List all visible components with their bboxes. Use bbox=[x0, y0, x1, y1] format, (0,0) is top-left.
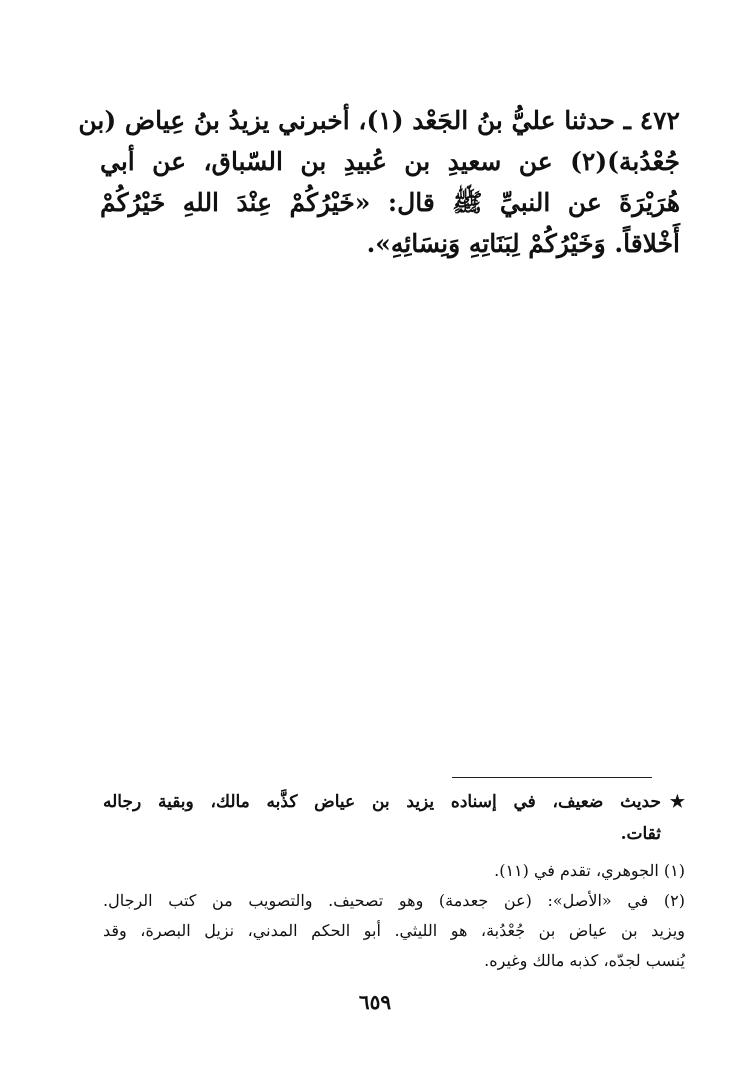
footnote-grading-line-2: ثقات. bbox=[620, 824, 661, 844]
footnote-2-line-1: (٢) في «الأصل»: (عن جعدمة) وهو تصحيف. والتصويب من كتب الرجال. bbox=[103, 891, 685, 910]
footnotes bbox=[103, 786, 685, 976]
page-number: ٦٥٩ bbox=[358, 990, 392, 1014]
footnote-2 bbox=[103, 886, 685, 976]
footnote-2-line-3: يُنسب لجدّه، كذبه مالك وغيره. bbox=[484, 951, 685, 970]
star-icon: ★ bbox=[669, 792, 685, 812]
footnote-divider bbox=[452, 777, 652, 778]
footnote-grading-text-1: حديث ضعيف، في إسناده يزيد بن عياض كذَّبه مالك، وبقية رجاله bbox=[103, 792, 661, 812]
footnote-1 bbox=[103, 856, 685, 886]
hadith-line-1: ٤٧٢ ـ حدثنا عليُّ بنُ الجَعْد (١)، أخبرني يزيدُ بنُ عِياض (بن bbox=[78, 106, 680, 135]
hadith-text bbox=[78, 100, 680, 264]
footnote-1-text: (١) الجوهري، تقدم في (١١). bbox=[494, 861, 685, 880]
footnote-grading-line-1 bbox=[103, 786, 685, 818]
footnote-2-line-2: ويزيد بن عياض بن جُعْدُبة، هو الليثي. أبو الحكم المدني، نزيل البصرة، وقد bbox=[103, 921, 685, 940]
hadith-line-2: جُعْدُبة)(٢) عن سعيدِ بن عُبيدِ بن السّباق، عن أبي bbox=[100, 147, 680, 176]
hadith-line-3: هُرَيْرَةَ عن النبيِّ ﷺ قال: «خَيْرُكُمْ عِنْدَ اللهِ خَيْرُكُمْ bbox=[100, 188, 680, 217]
footnote-grading bbox=[103, 786, 685, 850]
hadith-line-4: أَخْلاقاً. وَخَيْرُكُمْ لِبَنَاتِهِ وَنِسَائِهِ». bbox=[366, 229, 680, 258]
